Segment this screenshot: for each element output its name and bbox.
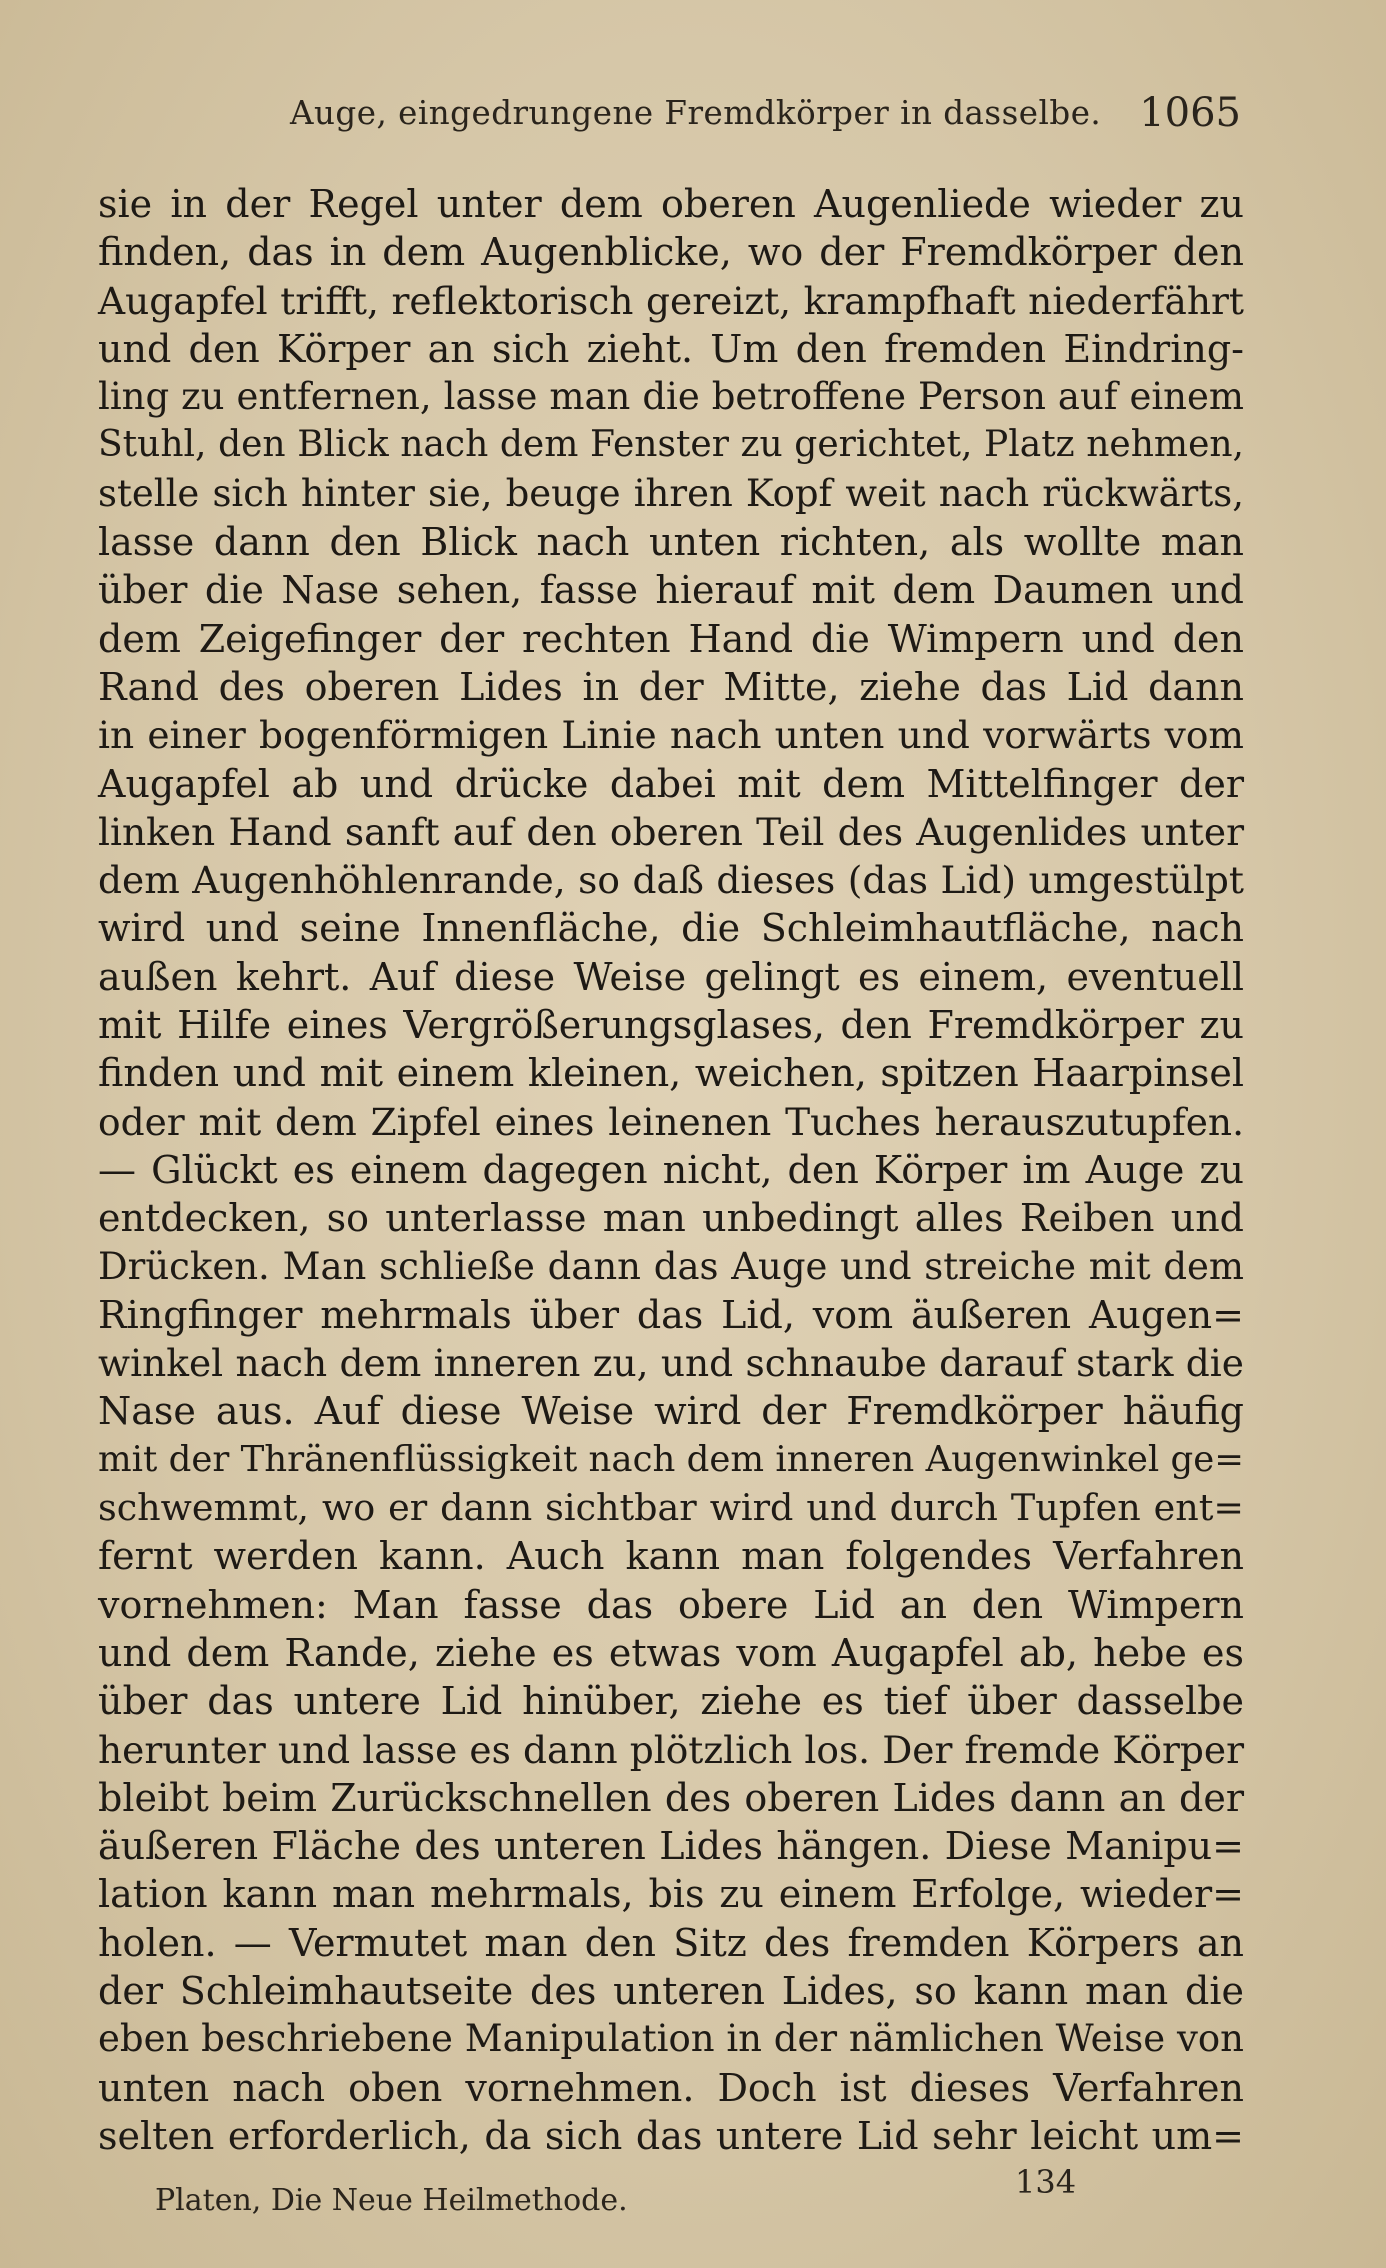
page-number: 1065 — [1139, 90, 1241, 136]
text-line: winkel nach dem inneren zu, und schnaube darauf stark die — [98, 1341, 1244, 1386]
text-line: ling zu entfernen, lasse man die betroffene Person auf einem — [98, 375, 1244, 419]
body-text — [98, 180, 1244, 2160]
text-line: herunter und lasse es dann plötzlich los. Der fremde Körper — [98, 1727, 1244, 1772]
text-line: mit Hilfe eines Vergrößerungsglases, den Fremdkörper zu — [98, 1003, 1244, 1048]
text-line: finden, das in dem Augenblicke, wo der Fremdkörper den — [98, 230, 1244, 275]
text-line: und dem Rande, ziehe es etwas vom Augapfel ab, hebe es — [98, 1630, 1244, 1675]
footer-source: Platen, Die Neue Heilmethode. — [155, 2183, 628, 2218]
signature-mark: 134 — [1015, 2163, 1077, 2201]
text-line: finden und mit einem kleinen, weichen, spitzen Haarpinsel — [98, 1051, 1244, 1096]
text-line: mit der Thränenflüssigkeit nach dem inneren Augenwinkel ge= — [98, 1438, 1244, 1480]
text-line: stelle sich hinter sie, beuge ihren Kopf weit nach rückwärts, — [98, 471, 1244, 515]
text-line: schwemmt, wo er dann sichtbar wird und durch Tupfen ent= — [98, 1486, 1244, 1530]
text-line: über die Nase sehen, fasse hierauf mit dem Daumen und — [98, 568, 1244, 613]
text-line: Drücken. Man schließe dann das Auge und streiche mit dem — [98, 1244, 1244, 1288]
text-line: oder mit dem Zipfel eines leinenen Tuches herauszutupfen. — [98, 1099, 1244, 1144]
text-line: vornehmen: Man fasse das obere Lid an den Wimpern — [98, 1582, 1244, 1627]
text-line: lation kann man mehrmals, bis zu einem Erfolge, wieder= — [98, 1872, 1244, 1917]
text-line: dem Zeigefinger der rechten Hand die Wimpern und den — [98, 616, 1244, 661]
text-line: und den Körper an sich zieht. Um den fremden Eindring- — [98, 326, 1244, 371]
text-line: Augapfel trifft, reflektorisch gereizt, krampfhaft niederfährt — [98, 278, 1244, 323]
text-line: Augapfel ab und drücke dabei mit dem Mittelfinger der — [98, 761, 1244, 806]
text-line: holen. — Vermutet man den Sitz des fremden Körpers an — [98, 1920, 1244, 1965]
text-line: selten erforderlich, da sich das untere Lid sehr leicht um= — [98, 2113, 1244, 2158]
text-line: in einer bogenförmigen Linie nach unten und vorwärts vom — [98, 713, 1244, 758]
text-line: außen kehrt. Auf diese Weise gelingt es einem, eventuell — [98, 954, 1244, 999]
text-line: unten nach oben vornehmen. Doch ist dieses Verfahren — [98, 2065, 1244, 2110]
text-line: sie in der Regel unter dem oberen Augenliede wieder zu — [98, 182, 1244, 226]
text-line: Rand des oberen Lides in der Mitte, ziehe das Lid dann — [98, 664, 1244, 709]
text-line: äußeren Fläche des unteren Lides hängen. Diese Manipu= — [98, 1824, 1244, 1869]
text-line: eben beschriebene Manipulation in der nämlichen Weise von — [98, 2017, 1244, 2061]
text-line: Stuhl, den Blick nach dem Fenster zu gerichtet, Platz nehmen, — [98, 424, 1244, 466]
text-line: — Glückt es einem dagegen nicht, den Körper im Auge zu — [98, 1147, 1244, 1192]
running-head — [100, 86, 1241, 146]
text-line: über das untere Lid hinüber, ziehe es tief über dasselbe — [98, 1679, 1244, 1724]
text-line: der Schleimhautseite des unteren Lides, so kann man die — [98, 1968, 1244, 2013]
text-line: wird und seine Innenfläche, die Schleimhautfläche, nach — [98, 906, 1244, 951]
text-line: linken Hand sanft auf den oberen Teil des Augenlides unter — [98, 809, 1244, 854]
running-title: Auge, eingedrungene Fremdkörper in dasselbe. — [290, 94, 1102, 132]
text-line: Ringfinger mehrmals über das Lid, vom äußeren Augen= — [98, 1292, 1244, 1337]
page-footer — [155, 2163, 1245, 2218]
text-line: Nase aus. Auf diese Weise wird der Fremdkörper häufig — [98, 1389, 1244, 1434]
text-line: lasse dann den Blick nach unten richten, als wollte man — [98, 520, 1244, 565]
text-line: entdecken, so unterlasse man unbedingt alles Reiben und — [98, 1196, 1244, 1241]
text-line: dem Augenhöhlenrande, so daß dieses (das Lid) umgestülpt — [98, 858, 1244, 903]
text-line: fernt werden kann. Auch kann man folgendes Verfahren — [98, 1534, 1244, 1579]
text-line: bleibt beim Zurückschnellen des oberen Lides dann an der — [98, 1775, 1244, 1820]
